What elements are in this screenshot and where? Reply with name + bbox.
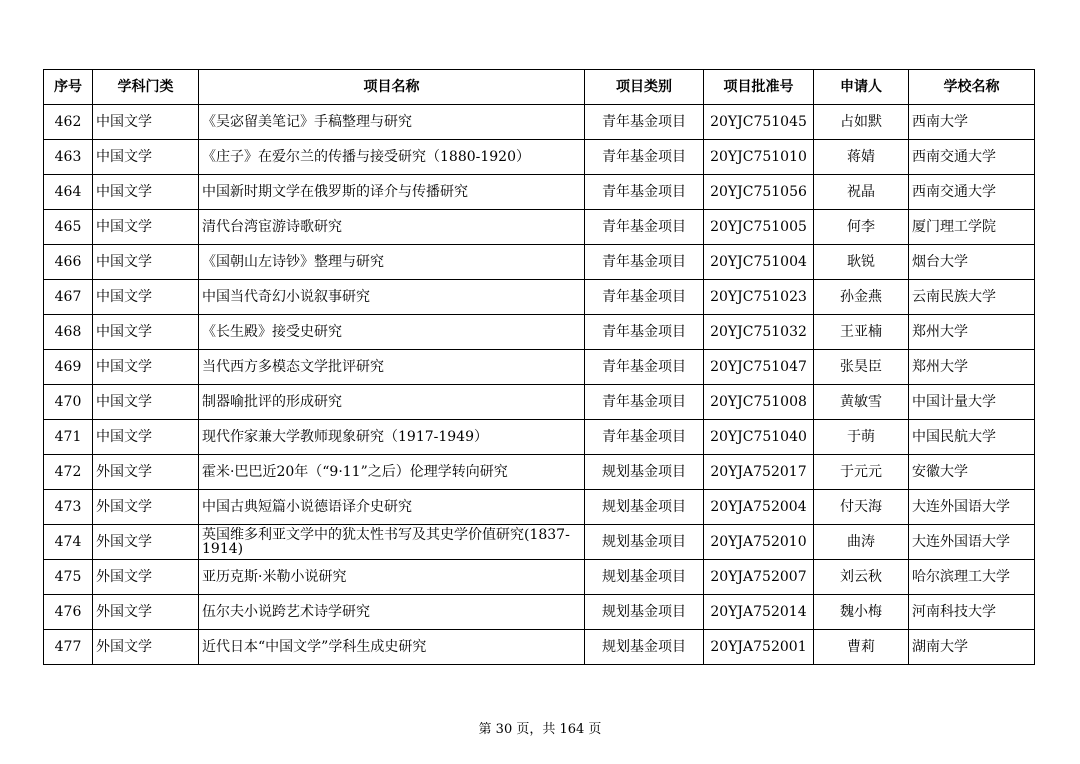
cell-discipline: 中国文学 [93,175,199,210]
cell-applicant: 孙金燕 [814,280,909,315]
table-row [44,560,1035,595]
cell-project-name: 制器喻批评的形成研究 [199,385,585,420]
cell-project-type: 规划基金项目 [585,630,704,665]
cell-school: 厦门理工学院 [909,210,1035,245]
cell-index: 475 [44,560,93,595]
cell-discipline: 中国文学 [93,350,199,385]
cell-project-type: 规划基金项目 [585,595,704,630]
cell-school: 大连外国语大学 [909,490,1035,525]
cell-project-type: 青年基金项目 [585,245,704,280]
cell-discipline: 中国文学 [93,280,199,315]
cell-index: 474 [44,525,93,560]
cell-index: 466 [44,245,93,280]
cell-index: 462 [44,105,93,140]
cell-project-name: 中国新时期文学在俄罗斯的译介与传播研究 [199,175,585,210]
cell-discipline: 外国文学 [93,455,199,490]
cell-applicant: 于元元 [814,455,909,490]
cell-approval-number: 20YJA752007 [704,560,814,595]
cell-project-type: 青年基金项目 [585,210,704,245]
cell-approval-number: 20YJA752017 [704,455,814,490]
cell-index: 468 [44,315,93,350]
cell-approval-number: 20YJC751010 [704,140,814,175]
table-row [44,105,1035,140]
cell-school: 湖南大学 [909,630,1035,665]
cell-approval-number: 20YJC751045 [704,105,814,140]
cell-index: 471 [44,420,93,455]
cell-project-name: 中国古典短篇小说德语译介史研究 [199,490,585,525]
cell-project-name: 霍米·巴巴近20年（“9·11”之后）伦理学转向研究 [199,455,585,490]
cell-index: 473 [44,490,93,525]
cell-discipline: 外国文学 [93,525,199,560]
cell-discipline: 外国文学 [93,630,199,665]
table-row [44,525,1035,560]
cell-project-type: 规划基金项目 [585,455,704,490]
cell-applicant: 刘云秋 [814,560,909,595]
cell-approval-number: 20YJC751032 [704,315,814,350]
cell-applicant: 曲涛 [814,525,909,560]
page-number: 第 30 页，共 164 页 [478,722,602,737]
cell-school: 中国计量大学 [909,385,1035,420]
header-project-name: 项目名称 [199,70,585,105]
header-approval-number: 项目批准号 [704,70,814,105]
cell-project-type: 青年基金项目 [585,105,704,140]
cell-project-name: 英国维多利亚文学中的犹太性书写及其史学价值研究(1837-1914) [199,525,585,560]
header-project-type: 项目类别 [585,70,704,105]
cell-school: 安徽大学 [909,455,1035,490]
cell-project-type: 规划基金项目 [585,525,704,560]
cell-applicant: 王亚楠 [814,315,909,350]
cell-discipline: 外国文学 [93,595,199,630]
cell-approval-number: 20YJC751023 [704,280,814,315]
cell-project-name: 现代作家兼大学教师现象研究（1917-1949） [199,420,585,455]
cell-index: 463 [44,140,93,175]
cell-applicant: 祝晶 [814,175,909,210]
cell-index: 470 [44,385,93,420]
cell-school: 大连外国语大学 [909,525,1035,560]
cell-discipline: 外国文学 [93,490,199,525]
cell-project-type: 青年基金项目 [585,350,704,385]
cell-applicant: 黄敏雪 [814,385,909,420]
cell-approval-number: 20YJC751056 [704,175,814,210]
cell-index: 472 [44,455,93,490]
cell-approval-number: 20YJA752010 [704,525,814,560]
table-row [44,280,1035,315]
cell-applicant: 魏小梅 [814,595,909,630]
cell-project-name: 当代西方多模态文学批评研究 [199,350,585,385]
cell-project-type: 青年基金项目 [585,175,704,210]
cell-project-type: 规划基金项目 [585,560,704,595]
cell-applicant: 曹莉 [814,630,909,665]
cell-project-type: 青年基金项目 [585,385,704,420]
cell-index: 477 [44,630,93,665]
table-row [44,210,1035,245]
cell-index: 476 [44,595,93,630]
cell-school: 中国民航大学 [909,420,1035,455]
cell-school: 郑州大学 [909,350,1035,385]
cell-project-type: 规划基金项目 [585,490,704,525]
cell-discipline: 中国文学 [93,210,199,245]
cell-discipline: 外国文学 [93,560,199,595]
header-index: 序号 [44,70,93,105]
cell-discipline: 中国文学 [93,315,199,350]
cell-project-type: 青年基金项目 [585,420,704,455]
table-row [44,490,1035,525]
cell-approval-number: 20YJC751047 [704,350,814,385]
cell-approval-number: 20YJA752001 [704,630,814,665]
cell-applicant: 耿锐 [814,245,909,280]
cell-discipline: 中国文学 [93,105,199,140]
cell-approval-number: 20YJA752014 [704,595,814,630]
cell-school: 哈尔滨理工大学 [909,560,1035,595]
cell-applicant: 何李 [814,210,909,245]
table-header-row [44,70,1035,105]
cell-project-name: 《长生殿》接受史研究 [199,315,585,350]
cell-index: 465 [44,210,93,245]
table-row [44,245,1035,280]
cell-school: 郑州大学 [909,315,1035,350]
cell-school: 西南大学 [909,105,1035,140]
cell-approval-number: 20YJC751040 [704,420,814,455]
cell-discipline: 中国文学 [93,245,199,280]
cell-approval-number: 20YJC751004 [704,245,814,280]
cell-index: 469 [44,350,93,385]
header-discipline: 学科门类 [93,70,199,105]
cell-project-type: 青年基金项目 [585,280,704,315]
cell-applicant: 付天海 [814,490,909,525]
cell-project-name: 近代日本“中国文学”学科生成史研究 [199,630,585,665]
cell-school: 烟台大学 [909,245,1035,280]
cell-applicant: 张昊臣 [814,350,909,385]
table-row [44,385,1035,420]
table-row [44,175,1035,210]
cell-discipline: 中国文学 [93,385,199,420]
cell-project-name: 清代台湾宦游诗歌研究 [199,210,585,245]
header-applicant: 申请人 [814,70,909,105]
table-row [44,595,1035,630]
cell-applicant: 占如默 [814,105,909,140]
cell-discipline: 中国文学 [93,420,199,455]
cell-index: 467 [44,280,93,315]
cell-school: 河南科技大学 [909,595,1035,630]
cell-index: 464 [44,175,93,210]
cell-project-name: 亚历克斯·米勒小说研究 [199,560,585,595]
cell-project-name: 伍尔夫小说跨艺术诗学研究 [199,595,585,630]
cell-project-type: 青年基金项目 [585,140,704,175]
cell-project-name: 《吴宓留美笔记》手稿整理与研究 [199,105,585,140]
table-row [44,420,1035,455]
cell-approval-number: 20YJA752004 [704,490,814,525]
table-row [44,315,1035,350]
cell-applicant: 于萌 [814,420,909,455]
cell-school: 云南民族大学 [909,280,1035,315]
cell-project-name: 中国当代奇幻小说叙事研究 [199,280,585,315]
project-table [43,69,1035,665]
header-school: 学校名称 [909,70,1035,105]
cell-school: 西南交通大学 [909,175,1035,210]
cell-project-name: 《庄子》在爱尔兰的传播与接受研究（1880-1920） [199,140,585,175]
table-row [44,350,1035,385]
cell-project-type: 青年基金项目 [585,315,704,350]
cell-approval-number: 20YJC751008 [704,385,814,420]
cell-applicant: 蒋婧 [814,140,909,175]
table-row [44,140,1035,175]
cell-project-name: 《国朝山左诗钞》整理与研究 [199,245,585,280]
table-row [44,630,1035,665]
cell-discipline: 中国文学 [93,140,199,175]
cell-school: 西南交通大学 [909,140,1035,175]
cell-approval-number: 20YJC751005 [704,210,814,245]
table-row [44,455,1035,490]
